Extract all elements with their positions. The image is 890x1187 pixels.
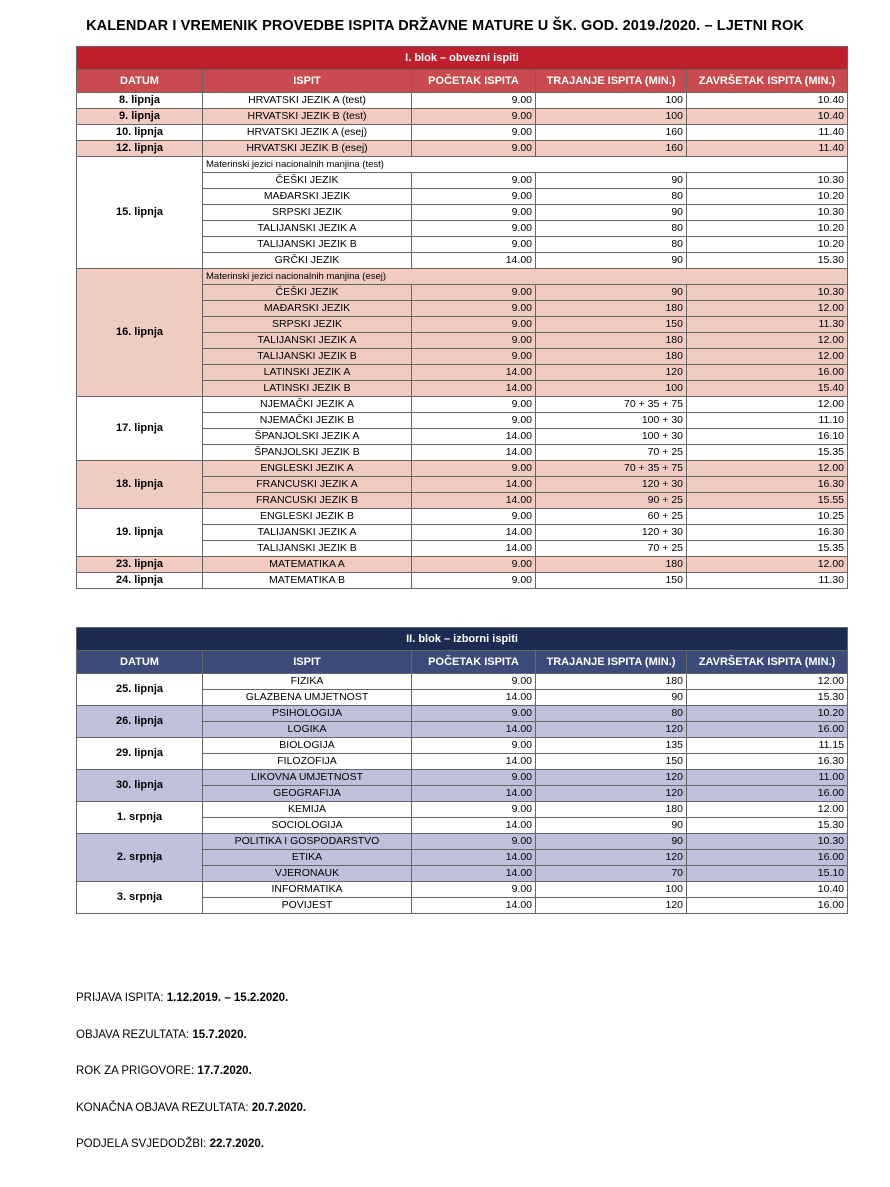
table-row [77,109,848,125]
exam-date: 2. srpnja [77,834,203,882]
table-row [77,802,848,818]
exam-start: 9.00 [412,573,536,589]
exam-start: 9.00 [412,674,536,690]
exam-start: 9.00 [412,882,536,898]
col-header-date: DATUM [77,70,203,93]
exam-end: 12.00 [687,557,848,573]
exam-name: SRPSKI JEZIK [203,205,412,221]
exam-name: LOGIKA [203,722,412,738]
exam-start: 9.00 [412,285,536,301]
exam-end: 12.00 [687,301,848,317]
exam-end: 12.00 [687,349,848,365]
footer-line [76,1065,252,1077]
exam-end: 16.00 [687,850,848,866]
exam-end: 11.30 [687,317,848,333]
exam-start: 9.00 [412,141,536,157]
exam-start: 9.00 [412,770,536,786]
exam-date: 26. lipnja [77,706,203,738]
exam-duration: 90 [536,253,687,269]
exam-end: 16.30 [687,525,848,541]
exam-start: 14.00 [412,477,536,493]
exam-start: 9.00 [412,802,536,818]
exam-date: 1. srpnja [77,802,203,834]
exam-duration: 90 [536,285,687,301]
exam-name: FILOZOFIJA [203,754,412,770]
exam-end: 11.30 [687,573,848,589]
exam-end: 11.15 [687,738,848,754]
col-header-exam: ISPIT [203,70,412,93]
table-row [77,93,848,109]
footer-line [76,992,288,1004]
exam-name: TALIJANSKI JEZIK A [203,221,412,237]
exam-start: 14.00 [412,866,536,882]
exam-end: 16.00 [687,722,848,738]
exam-name: LIKOVNA UMJETNOST [203,770,412,786]
exam-name: FIZIKA [203,674,412,690]
exam-date: 15. lipnja [77,157,203,269]
block1-title: I. blok – obvezni ispiti [77,47,848,70]
exam-name: GRČKI JEZIK [203,253,412,269]
exam-name: FRANCUSKI JEZIK B [203,493,412,509]
exam-duration: 150 [536,317,687,333]
footer-value: 17.7.2020. [197,1065,252,1077]
exam-name: LATINSKI JEZIK B [203,381,412,397]
exam-start: 9.00 [412,173,536,189]
exam-end: 10.30 [687,285,848,301]
exam-start: 9.00 [412,509,536,525]
table-row [77,834,848,850]
exam-name: ENGLESKI JEZIK A [203,461,412,477]
exam-end: 10.40 [687,882,848,898]
table-row [77,461,848,477]
exam-name: TALIJANSKI JEZIK B [203,237,412,253]
exam-end: 12.00 [687,397,848,413]
col-header-start: POČETAK ISPITA [412,651,536,674]
exam-duration: 70 + 25 [536,445,687,461]
exam-name: FRANCUSKI JEZIK A [203,477,412,493]
exam-date: 23. lipnja [77,557,203,573]
exam-start: 14.00 [412,381,536,397]
exam-name: HRVATSKI JEZIK B (esej) [203,141,412,157]
footer-label: PODJELA SVJEDODŽBI: [76,1138,207,1150]
exam-name: INFORMATIKA [203,882,412,898]
block2-table [76,627,848,914]
col-header-date: DATUM [77,651,203,674]
table-row [77,770,848,786]
exam-date: 25. lipnja [77,674,203,706]
footer-value: 22.7.2020. [209,1138,264,1150]
exam-start: 9.00 [412,413,536,429]
footer-value: 15.7.2020. [192,1029,247,1041]
footer-line [76,1138,264,1150]
table-row [77,573,848,589]
footer-label: OBJAVA REZULTATA: [76,1029,190,1041]
exam-duration: 120 + 30 [536,525,687,541]
exam-end: 15.40 [687,381,848,397]
exam-end: 10.20 [687,189,848,205]
exam-duration: 180 [536,301,687,317]
exam-duration: 70 [536,866,687,882]
exam-date: 17. lipnja [77,397,203,461]
exam-start: 9.00 [412,397,536,413]
exam-duration: 90 [536,818,687,834]
exam-start: 9.00 [412,461,536,477]
exam-duration: 180 [536,674,687,690]
exam-start: 9.00 [412,205,536,221]
footer-label: ROK ZA PRIGOVORE: [76,1065,195,1077]
footer-label: PRIJAVA ISPITA: [76,992,164,1004]
exam-date: 16. lipnja [77,269,203,397]
exam-end: 11.00 [687,770,848,786]
exam-date: 9. lipnja [77,109,203,125]
exam-start: 14.00 [412,445,536,461]
exam-start: 14.00 [412,818,536,834]
exam-end: 10.20 [687,237,848,253]
exam-duration: 120 [536,770,687,786]
exam-name: ETIKA [203,850,412,866]
exam-name: POVIJEST [203,898,412,914]
exam-duration: 100 [536,109,687,125]
table-row [77,141,848,157]
footer-line [76,1102,306,1114]
exam-duration: 180 [536,333,687,349]
exam-duration: 80 [536,221,687,237]
exam-start: 14.00 [412,898,536,914]
exam-end: 10.20 [687,221,848,237]
exam-end: 11.40 [687,125,848,141]
exam-duration: 120 [536,786,687,802]
exam-date: 30. lipnja [77,770,203,802]
exam-end: 16.00 [687,786,848,802]
exam-end: 15.55 [687,493,848,509]
exam-end: 15.35 [687,541,848,557]
table-row [77,738,848,754]
exam-end: 16.10 [687,429,848,445]
exam-duration: 90 + 25 [536,493,687,509]
exam-end: 12.00 [687,333,848,349]
exam-start: 9.00 [412,125,536,141]
exam-name: MATEMATIKA B [203,573,412,589]
table-row [77,125,848,141]
group-note: Materinski jezici nacionalnih manjina (test) [203,157,848,173]
col-header-end: ZAVRŠETAK ISPITA (MIN.) [687,651,848,674]
exam-end: 16.00 [687,365,848,381]
exam-duration: 70 + 25 [536,541,687,557]
block1-table [76,46,848,589]
exam-start: 14.00 [412,754,536,770]
exam-end: 10.40 [687,93,848,109]
table-row [77,674,848,690]
table-row [77,269,848,285]
exam-name: SRPSKI JEZIK [203,317,412,333]
exam-duration: 180 [536,802,687,818]
block1-body [77,93,848,589]
exam-name: MAĐARSKI JEZIK [203,189,412,205]
exam-duration: 80 [536,706,687,722]
exam-date: 12. lipnja [77,141,203,157]
exam-name: ENGLESKI JEZIK B [203,509,412,525]
exam-start: 9.00 [412,109,536,125]
exam-name: GEOGRAFIJA [203,786,412,802]
col-header-end: ZAVRŠETAK ISPITA (MIN.) [687,70,848,93]
exam-date: 3. srpnja [77,882,203,914]
exam-start: 9.00 [412,706,536,722]
exam-duration: 60 + 25 [536,509,687,525]
exam-name: HRVATSKI JEZIK A (test) [203,93,412,109]
exam-end: 12.00 [687,674,848,690]
exam-name: GLAZBENA UMJETNOST [203,690,412,706]
exam-duration: 100 + 30 [536,413,687,429]
table-row [77,706,848,722]
exam-name: SOCIOLOGIJA [203,818,412,834]
exam-duration: 90 [536,205,687,221]
exam-end: 11.40 [687,141,848,157]
exam-date: 24. lipnja [77,573,203,589]
exam-name: ČEŠKI JEZIK [203,173,412,189]
exam-duration: 135 [536,738,687,754]
exam-name: NJEMAČKI JEZIK A [203,397,412,413]
exam-start: 14.00 [412,525,536,541]
exam-duration: 70 + 35 + 75 [536,461,687,477]
col-header-start: POČETAK ISPITA [412,70,536,93]
exam-name: BIOLOGIJA [203,738,412,754]
exam-duration: 160 [536,141,687,157]
block2-body [77,674,848,914]
exam-date: 8. lipnja [77,93,203,109]
exam-start: 9.00 [412,738,536,754]
exam-duration: 180 [536,557,687,573]
exam-duration: 70 + 35 + 75 [536,397,687,413]
exam-duration: 120 [536,850,687,866]
exam-name: VJERONAUK [203,866,412,882]
exam-name: POLITIKA I GOSPODARSTVO [203,834,412,850]
exam-date: 18. lipnja [77,461,203,509]
exam-end: 15.30 [687,690,848,706]
footer-label: KONAČNA OBJAVA REZULTATA: [76,1102,249,1114]
exam-duration: 100 [536,381,687,397]
exam-start: 14.00 [412,429,536,445]
exam-end: 15.30 [687,253,848,269]
exam-start: 14.00 [412,850,536,866]
exam-name: NJEMAČKI JEZIK B [203,413,412,429]
exam-duration: 80 [536,237,687,253]
exam-start: 14.00 [412,722,536,738]
exam-duration: 120 + 30 [536,477,687,493]
table-row [77,397,848,413]
exam-start: 14.00 [412,365,536,381]
footer-value: 20.7.2020. [251,1102,307,1114]
exam-date: 19. lipnja [77,509,203,557]
exam-end: 12.00 [687,461,848,477]
group-note: Materinski jezici nacionalnih manjina (esej) [203,269,848,285]
exam-end: 16.30 [687,754,848,770]
exam-start: 9.00 [412,834,536,850]
exam-name: TALIJANSKI JEZIK A [203,333,412,349]
exam-end: 10.20 [687,706,848,722]
exam-start: 9.00 [412,349,536,365]
table-row [77,509,848,525]
exam-name: PSIHOLOGIJA [203,706,412,722]
exam-end: 12.00 [687,802,848,818]
exam-end: 16.30 [687,477,848,493]
exam-end: 16.00 [687,898,848,914]
exam-end: 11.10 [687,413,848,429]
exam-name: LATINSKI JEZIK A [203,365,412,381]
exam-date: 10. lipnja [77,125,203,141]
table-row [77,557,848,573]
exam-name: MATEMATIKA A [203,557,412,573]
exam-duration: 120 [536,722,687,738]
table-row [77,157,848,173]
exam-name: HRVATSKI JEZIK B (test) [203,109,412,125]
exam-start: 9.00 [412,189,536,205]
footer-line [76,1029,247,1041]
table-row [77,882,848,898]
exam-start: 9.00 [412,93,536,109]
exam-date: 29. lipnja [77,738,203,770]
block2-title: II. blok – izborni ispiti [77,628,848,651]
exam-duration: 90 [536,173,687,189]
exam-duration: 100 + 30 [536,429,687,445]
exam-name: ŠPANJOLSKI JEZIK A [203,429,412,445]
exam-name: TALIJANSKI JEZIK B [203,349,412,365]
exam-start: 14.00 [412,493,536,509]
col-header-exam: ISPIT [203,651,412,674]
exam-duration: 100 [536,93,687,109]
exam-end: 15.35 [687,445,848,461]
exam-duration: 160 [536,125,687,141]
footer-value: 1.12.2019. – 15.2.2020. [166,992,289,1004]
exam-name: ŠPANJOLSKI JEZIK B [203,445,412,461]
exam-start: 9.00 [412,221,536,237]
exam-duration: 150 [536,573,687,589]
exam-end: 10.40 [687,109,848,125]
exam-name: TALIJANSKI JEZIK A [203,525,412,541]
exam-start: 9.00 [412,317,536,333]
exam-start: 14.00 [412,253,536,269]
exam-name: HRVATSKI JEZIK A (esej) [203,125,412,141]
exam-end: 10.30 [687,205,848,221]
exam-start: 14.00 [412,690,536,706]
exam-duration: 150 [536,754,687,770]
exam-start: 9.00 [412,301,536,317]
exam-start: 9.00 [412,557,536,573]
exam-duration: 180 [536,349,687,365]
exam-duration: 80 [536,189,687,205]
exam-name: TALIJANSKI JEZIK B [203,541,412,557]
exam-start: 14.00 [412,786,536,802]
page-title: KALENDAR I VREMENIK PROVEDBE ISPITA DRŽAVNE MATURE U ŠK. GOD. 2019./2020. – LJETNI ROK [86,18,804,34]
exam-duration: 90 [536,834,687,850]
col-header-duration: TRAJANJE ISPITA (MIN.) [536,651,687,674]
exam-name: KEMIJA [203,802,412,818]
exam-duration: 120 [536,898,687,914]
exam-duration: 90 [536,690,687,706]
exam-duration: 100 [536,882,687,898]
exam-start: 9.00 [412,333,536,349]
exam-name: ČEŠKI JEZIK [203,285,412,301]
exam-end: 10.30 [687,834,848,850]
col-header-duration: TRAJANJE ISPITA (MIN.) [536,70,687,93]
exam-end: 10.30 [687,173,848,189]
exam-end: 10.25 [687,509,848,525]
exam-end: 15.10 [687,866,848,882]
exam-start: 14.00 [412,541,536,557]
exam-name: MAĐARSKI JEZIK [203,301,412,317]
exam-duration: 120 [536,365,687,381]
exam-end: 15.30 [687,818,848,834]
exam-start: 9.00 [412,237,536,253]
